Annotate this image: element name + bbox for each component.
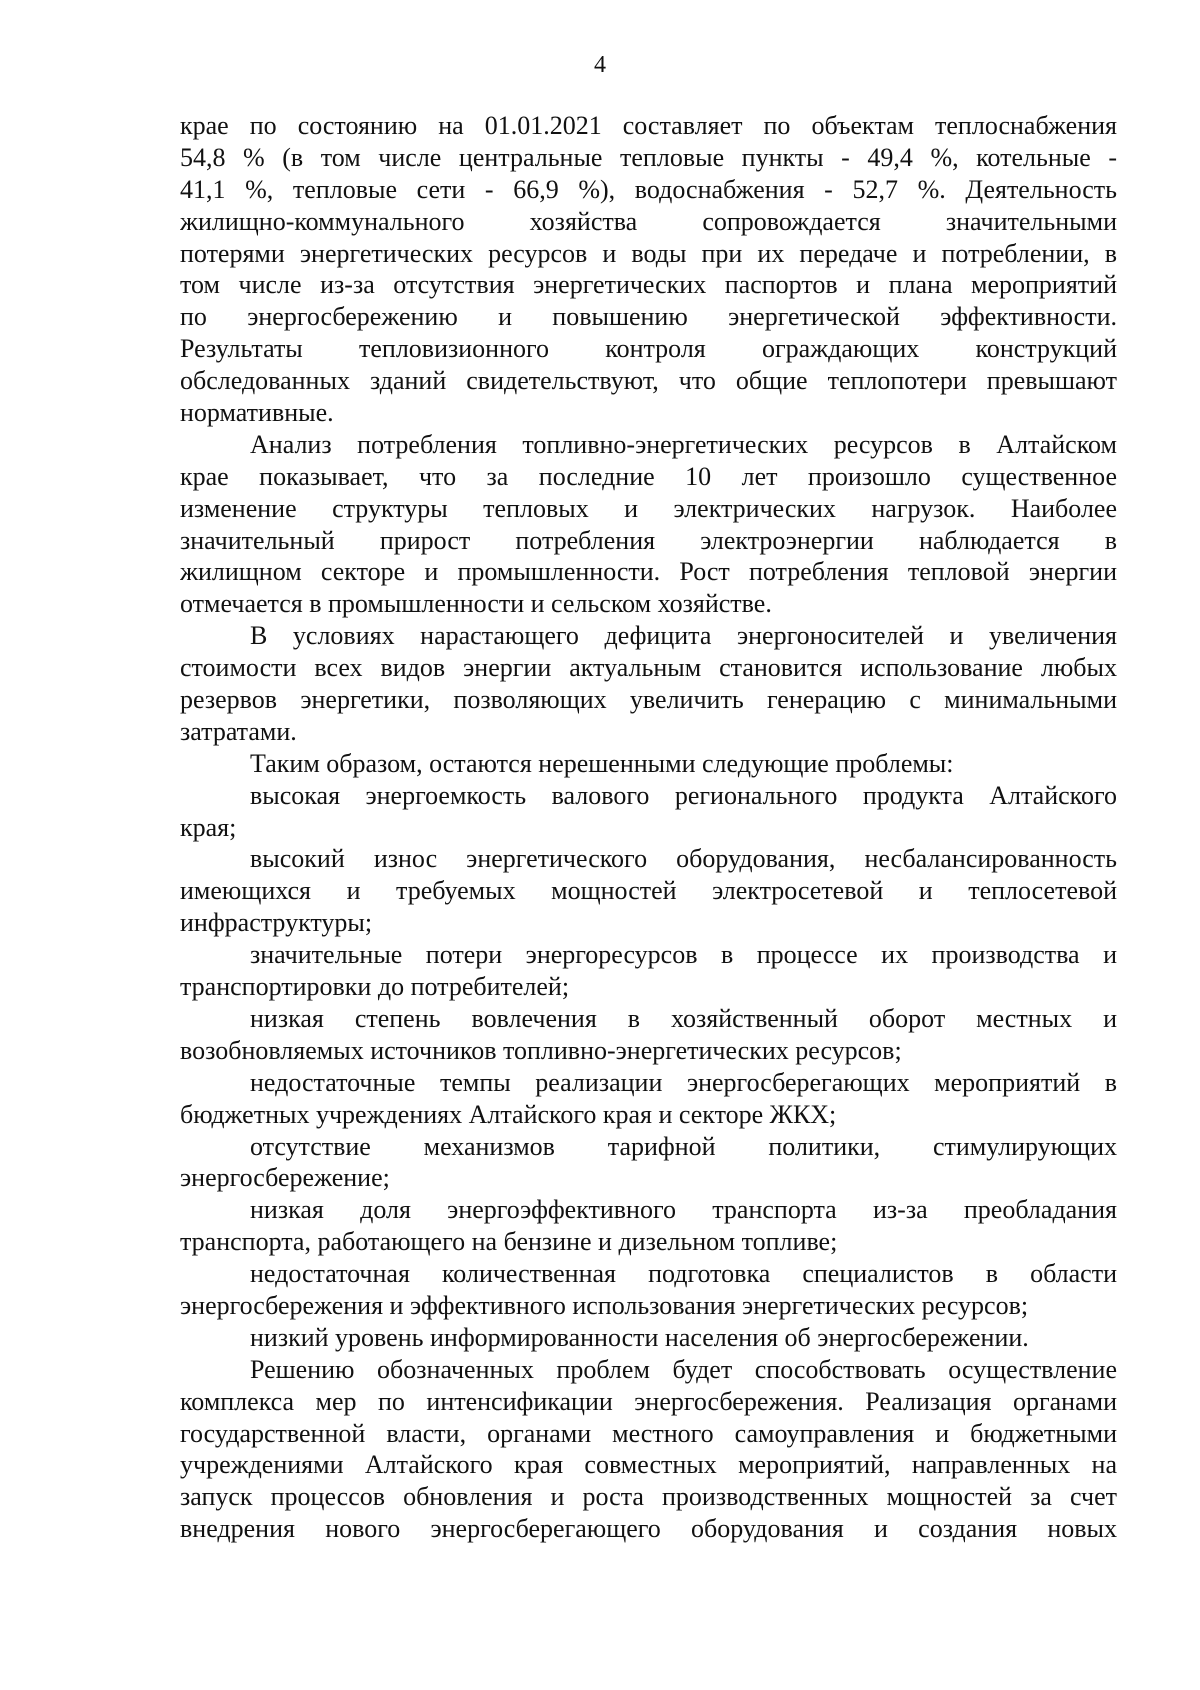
text-line: В условиях нарастающего дефицита энергоносителей и увеличения	[250, 621, 1117, 651]
text-line: края;	[180, 812, 237, 842]
text-line: Анализ потребления топливно-энергетических ресурсов в Алтайском	[250, 429, 1117, 459]
text-line: комплекса мер по интенсификации энергосбережения. Реализация органами	[180, 1386, 1117, 1416]
text-line: Решению обозначенных проблем будет способствовать осуществление	[250, 1354, 1117, 1384]
text-line: 41,1 %, тепловые сети - 66,9 %), водоснабжения - 52,7 %. Деятельность	[180, 174, 1117, 204]
text-line: значительный прирост потребления электроэнергии наблюдается в	[180, 525, 1117, 555]
text-line: высокая энергоемкость валового регионального продукта Алтайского	[250, 780, 1117, 810]
paragraph	[180, 110, 1117, 429]
paragraph	[180, 939, 1117, 1003]
text-line: недостаточная количественная подготовка специалистов в области	[250, 1259, 1117, 1289]
text-line: бюджетных учреждениях Алтайского края и секторе ЖКХ;	[180, 1099, 837, 1129]
paragraph	[180, 620, 1117, 748]
text-line: энергосбережения и эффективного использования энергетических ресурсов;	[180, 1290, 1029, 1320]
paragraph	[180, 1322, 1117, 1354]
text-line: крае по состоянию на 01.01.2021 составляет по объектам теплоснабжения	[180, 111, 1117, 140]
text-line: низкая степень вовлечения в хозяйственный оборот местных и	[250, 1003, 1117, 1033]
text-line: том числе из-за отсутствия энергетических паспортов и плана мероприятий	[180, 270, 1117, 300]
text-line: обследованных зданий свидетельствуют, что общие теплопотери превышают	[180, 366, 1117, 396]
text-line: запуск процессов обновления и роста производственных мощностей за счет	[180, 1482, 1117, 1512]
text-line: отмечается в промышленности и сельском хозяйстве.	[180, 589, 772, 619]
paragraph	[180, 1003, 1117, 1067]
text-line: возобновляемых источников топливно-энергетических ресурсов;	[180, 1035, 902, 1065]
text-line: нормативные.	[180, 398, 334, 428]
text-line: значительные потери энергоресурсов в процессе их производства и	[250, 940, 1117, 970]
text-line: по энергосбережению и повышению энергетической эффективности.	[180, 302, 1117, 332]
paragraph	[180, 1067, 1117, 1131]
text-line: транспортировки до потребителей;	[180, 972, 570, 1002]
text-line: государственной власти, органами местного самоуправления и бюджетными	[180, 1418, 1117, 1448]
text-line: стоимости всех видов энергии актуальным становится использование любых	[180, 653, 1117, 683]
text-line: отсутствие механизмов тарифной политики, стимулирующих	[250, 1131, 1117, 1161]
text-line: потерями энергетических ресурсов и воды при их передаче и потреблении, в	[180, 238, 1117, 268]
page-number: 4	[594, 52, 606, 78]
paragraph	[180, 1258, 1117, 1322]
paragraph	[180, 748, 1117, 780]
text-line: жилищном секторе и промышленности. Рост потребления тепловой энергии	[180, 557, 1117, 587]
text-line: резервов энергетики, позволяющих увеличить генерацию с минимальными	[180, 685, 1117, 715]
text-line: затратами.	[180, 716, 297, 746]
paragraph	[180, 843, 1117, 939]
paragraph	[180, 1131, 1117, 1195]
paragraph	[180, 429, 1117, 620]
text-line: 54,8 % (в том числе центральные тепловые пункты - 49,4 %, котельные -	[180, 142, 1117, 172]
text-line: Результаты тепловизионного контроля ограждающих конструкций	[180, 334, 1117, 364]
text-line: высокий износ энергетического оборудования, несбалансированность	[250, 844, 1117, 874]
text-line: недостаточные темпы реализации энергосберегающих мероприятий в	[250, 1067, 1117, 1097]
paragraph	[180, 1354, 1117, 1545]
text-line: транспорта, работающего на бензине и дизельном топливе;	[180, 1227, 838, 1257]
text-line: низкая доля энергоэффективного транспорта из-за преобладания	[250, 1195, 1117, 1225]
text-line: инфраструктуры;	[180, 908, 373, 938]
text-line: энергосбережение;	[180, 1163, 390, 1193]
paragraph	[180, 780, 1117, 844]
document-body	[180, 110, 1117, 1545]
text-line: жилищно-коммунального хозяйства сопровождается значительными	[180, 206, 1117, 236]
text-line: низкий уровень информированности населения об энергосбережении.	[250, 1322, 1029, 1352]
paragraph	[180, 1194, 1117, 1258]
text-line: изменение структуры тепловых и электрических нагрузок. Наиболее	[180, 493, 1117, 523]
text-line: имеющихся и требуемых мощностей электросетевой и теплосетевой	[180, 876, 1117, 906]
text-line: крае показывает, что за последние 10 лет произошло существенное	[180, 461, 1117, 491]
text-line: внедрения нового энергосберегающего оборудования и создания новых	[180, 1514, 1117, 1544]
text-line: учреждениями Алтайского края совместных мероприятий, направленных на	[180, 1450, 1117, 1480]
text-line: Таким образом, остаются нерешенными следующие проблемы:	[250, 748, 954, 778]
